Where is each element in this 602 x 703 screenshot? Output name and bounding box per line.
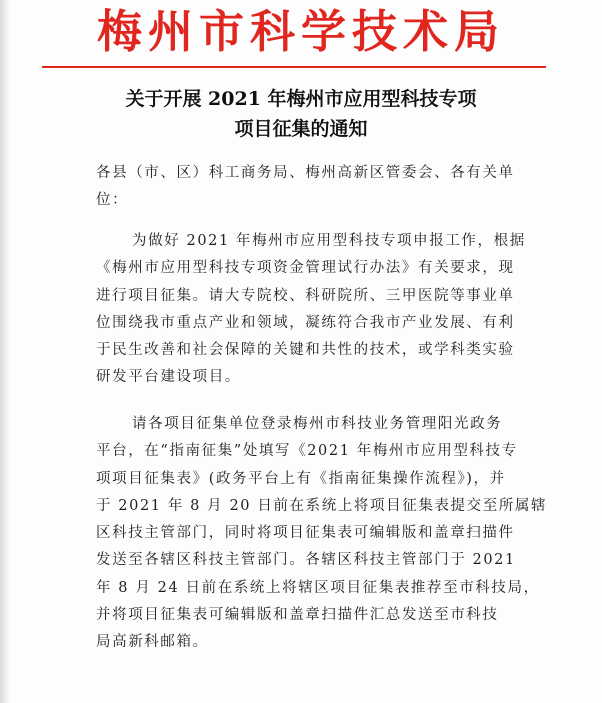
addressee	[96, 160, 536, 215]
paragraph-line: 局高新科邮箱。	[96, 634, 209, 651]
paragraph-line: 研发平台建设项目。	[96, 369, 241, 386]
paragraph-1	[96, 228, 536, 392]
paragraph-line: 项项目征集表》(政务平台上有《指南征集操作流程》)，并	[96, 470, 506, 487]
paragraph-line: 请各项目征集单位登录梅州市科技业务管理阳光政务	[132, 416, 503, 432]
paragraph-line: 并将项目征集表可编辑版和盖章扫描件汇总发送至市科技	[96, 607, 499, 624]
agency-letterhead: 梅州市科学技术局	[96, 5, 505, 58]
paragraph-line: 位围绕我市重点产业和领域，凝练符合我市产业发展、有利	[96, 314, 515, 331]
paragraph-line: 年 8 月 24 日前在系统上将辖区项目征集表推荐至市科技局，	[96, 579, 540, 596]
letterhead-red-rule	[42, 66, 546, 68]
paragraph-line: 区科技主管部门，同时将项目征集表可编辑版和盖章扫描件	[96, 525, 515, 542]
paragraph-line: 于 2021 年 8 月 20 日前在系统上将项目征集表提交至所属辖	[96, 497, 548, 514]
paragraph-2	[96, 411, 548, 657]
paragraph-line: 为做好 2021 年梅州市应用型科技专项申报工作，根据	[132, 233, 526, 249]
paragraph-line: 平台，在“指南征集”处填写《2021 年梅州市应用型科技专	[96, 443, 518, 460]
document-title-line-2: 项目征集的通知	[234, 118, 368, 140]
paragraph-line: 进行项目征集。请大专院校、科研院所、三甲医院等事业单	[96, 287, 515, 304]
document-title-line-1: 关于开展 2021 年梅州市应用型科技专项	[125, 88, 477, 110]
paragraph-line: 于民生改善和社会保障的关键和共性的技术，或学科类实验	[96, 342, 515, 359]
addressee-line: 位：	[96, 192, 129, 209]
paragraph-line: 发送至各辖区科技主管部门。各辖区科技主管部门于 2021	[96, 552, 516, 569]
addressee-line: 各县（市、区）科工商务局、梅州高新区管委会、各有关单	[96, 165, 515, 181]
paragraph-line: 《梅州市应用型科技专项资金管理试行办法》有关要求，现	[96, 260, 515, 277]
document-title	[0, 84, 602, 144]
